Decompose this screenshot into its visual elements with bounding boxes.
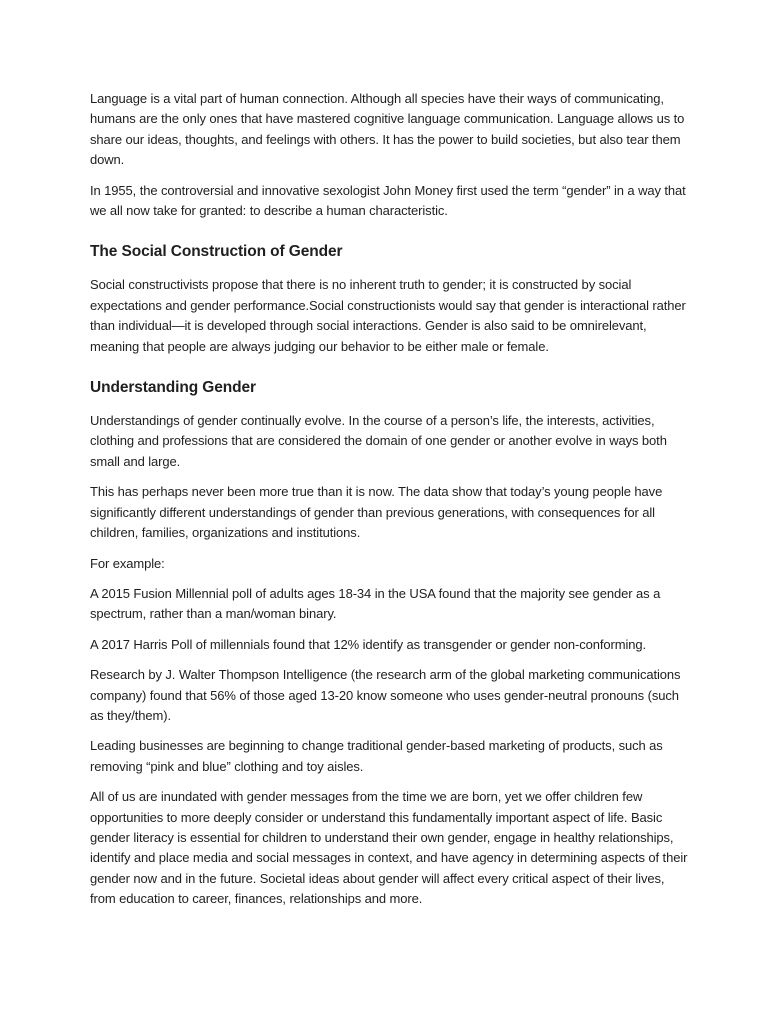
- paragraph-businesses: Leading businesses are beginning to change traditional gender-based marketing of products, such as removing “pink and blue” clothing and toy aisles.: [90, 738, 663, 774]
- paragraph-understandings: Understandings of gender continually evolve. In the course of a person’s life, the interests, activities, clothing and professions that are considered the domain of one gender or another evolve in ways both small and large.: [90, 413, 667, 469]
- paragraph-jwt-research: Research by J. Walter Thompson Intelligence (the research arm of the global marketing communications company) found that 56% of those aged 13-20 know someone who uses gender-neutral pronouns (such as they/them).: [90, 667, 681, 723]
- paragraph-gender-literacy: All of us are inundated with gender messages from the time we are born, yet we offer children few opportunities to more deeply consider or understand this fundamentally important aspect of life. Basic gender literacy is essential for children to understand their own gender, engage in healthy relationships, identify and place media and social messages in context, and have agency in determining aspects of their gender now and in the future. Societal ideas about gender will affect every critical aspect of their lives, from education to career, finances, relationships and more.: [90, 789, 688, 907]
- heading-understanding-gender: Understanding Gender: [90, 379, 256, 397]
- document-page: [90, 89, 690, 920]
- heading-social-construction: The Social Construction of Gender: [90, 243, 343, 261]
- paragraph-intro: Language is a vital part of human connection. Although all species have their ways of communicating, humans are the only ones that have mastered cognitive language communication. Language allows us to share our ideas, thoughts, and feelings with others. It has the power to build societies, but also tear them down.: [90, 91, 685, 168]
- paragraph-fusion-poll: A 2015 Fusion Millennial poll of adults ages 18-34 in the USA found that the majority see gender as a spectrum, rather than a man/woman binary.: [90, 585, 661, 622]
- paragraph-harris-poll: A 2017 Harris Poll of millennials found that 12% identify as transgender or gender non-conforming.: [90, 636, 647, 652]
- paragraph-1955: In 1955, the controversial and innovative sexologist John Money first used the term “gender” in a way that we all now take for granted: to describe a human characteristic.: [90, 182, 686, 219]
- paragraph-more-true: This has perhaps never been more true than it is now. The data show that today’s young people have significantly different understandings of gender than previous generations, with consequences for all children, families, organizations and institutions.: [90, 484, 663, 541]
- paragraph-social-constructivists: Social constructivists propose that there is no inherent truth to gender; it is constructed by social expectations and gender performance.Social constructionists would say that gender is interactional rather than individual—it is developed through social interactions. Gender is also said to be omnirelevant, meaning that people are always judging our behavior to be either male or female.: [90, 277, 686, 354]
- paragraph-for-example: For example:: [90, 555, 165, 571]
